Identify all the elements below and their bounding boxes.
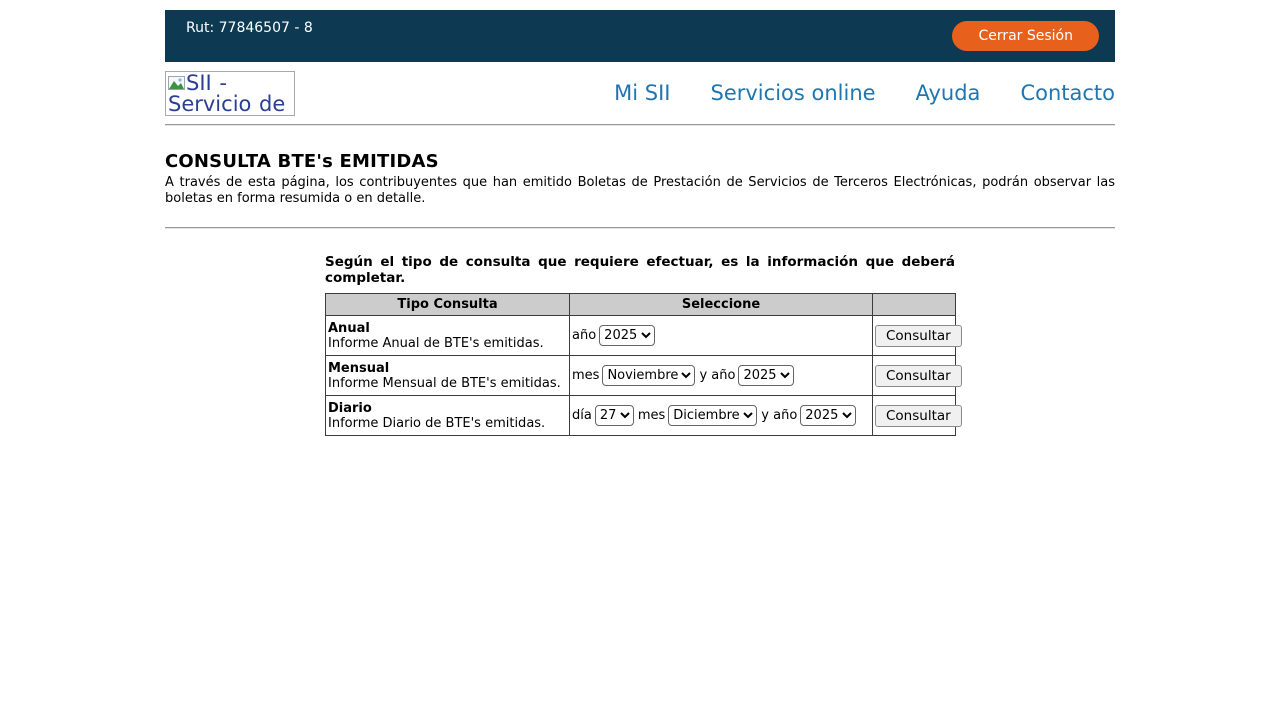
mensual-tipo-cell xyxy=(326,356,570,396)
mensual-year-select[interactable] xyxy=(738,365,794,386)
anual-select-cell xyxy=(570,316,873,356)
table-row-anual xyxy=(326,316,956,356)
anual-tipo-cell xyxy=(326,316,570,356)
mensual-consultar-button[interactable]: Consultar xyxy=(875,365,962,387)
diario-select-cell xyxy=(570,396,873,436)
consulta-section xyxy=(325,255,955,436)
page-description: A través de esta página, los contribuyentes que han emitido Boletas de Prestación de Servicios de Terceros Electrónicas, podrán observar las boletas en forma resumida o en detalle. xyxy=(165,175,1115,206)
section-divider xyxy=(165,227,1115,228)
logout-button[interactable]: Cerrar Sesión xyxy=(952,21,1099,51)
diario-year-label: y año xyxy=(761,408,798,423)
header-empty xyxy=(873,294,956,316)
header-tipo-consulta: Tipo Consulta xyxy=(326,294,570,316)
anual-action-cell xyxy=(873,316,956,356)
page-title: CONSULTA BTE's EMITIDAS xyxy=(165,151,439,172)
topbar xyxy=(165,10,1115,62)
diario-month-select[interactable] xyxy=(668,405,757,426)
table-row-diario xyxy=(326,396,956,436)
broken-image-icon xyxy=(168,76,185,90)
nav-item-contacto[interactable]: Contacto xyxy=(1020,81,1115,105)
table-row-mensual xyxy=(326,356,956,396)
rut-label: Rut: 77846507 - 8 xyxy=(186,20,313,36)
diario-month-label: mes xyxy=(637,408,666,423)
logo-alt-container xyxy=(168,71,292,116)
mensual-month-select[interactable] xyxy=(602,365,695,386)
anual-consultar-button[interactable]: Consultar xyxy=(875,325,962,347)
header xyxy=(165,62,1115,124)
mensual-select-cell xyxy=(570,356,873,396)
anual-year-label: año xyxy=(572,328,597,343)
nav-item-mi-sii[interactable]: Mi SII xyxy=(614,81,671,105)
logo-link[interactable] xyxy=(165,71,295,116)
anual-description: Informe Anual de BTE's emitidas. xyxy=(328,335,544,351)
diario-description: Informe Diario de BTE's emitidas. xyxy=(328,415,546,431)
instruction-text: Según el tipo de consulta que requiere efectuar, es la información que deberá completar. xyxy=(325,254,955,286)
header-seleccione: Seleccione xyxy=(570,294,873,316)
logo-alt-text: SII - Servicio de xyxy=(168,70,286,116)
mensual-description: Informe Mensual de BTE's emitidas. xyxy=(328,375,561,391)
main-nav xyxy=(614,81,1115,105)
diario-label: Diario xyxy=(328,400,372,416)
diario-year-select[interactable] xyxy=(800,405,856,426)
anual-year-select[interactable] xyxy=(599,325,655,346)
diario-action-cell xyxy=(873,396,956,436)
nav-item-servicios-online[interactable]: Servicios online xyxy=(710,81,876,105)
mensual-label: Mensual xyxy=(328,360,390,376)
mensual-year-label: y año xyxy=(699,368,736,383)
table-header-row xyxy=(326,294,956,316)
diario-day-select[interactable] xyxy=(595,405,634,426)
diario-day-label: día xyxy=(572,408,592,423)
consulta-table xyxy=(325,293,956,436)
mensual-month-label: mes xyxy=(572,368,600,383)
mensual-action-cell xyxy=(873,356,956,396)
anual-label: Anual xyxy=(328,320,370,336)
diario-consultar-button[interactable]: Consultar xyxy=(875,405,962,427)
page-container xyxy=(165,0,1115,436)
header-divider xyxy=(165,124,1115,125)
diario-tipo-cell xyxy=(326,396,570,436)
nav-item-ayuda[interactable]: Ayuda xyxy=(915,81,981,105)
